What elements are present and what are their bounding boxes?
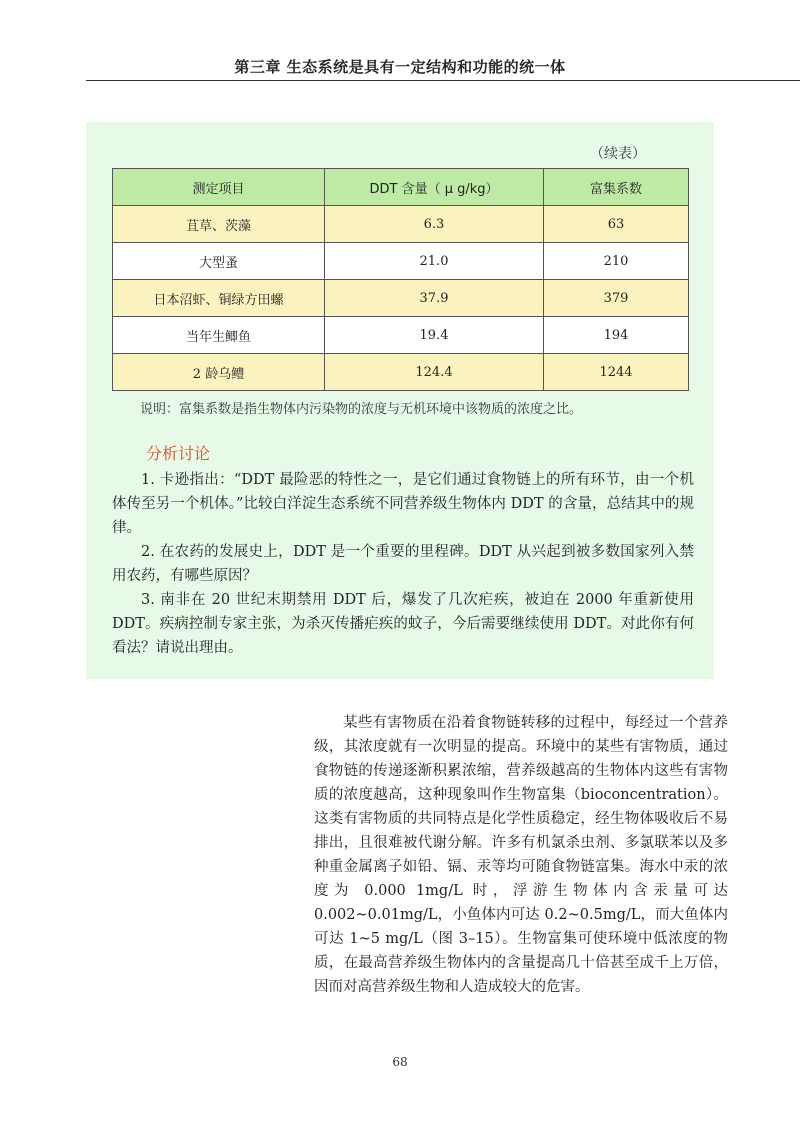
body-text: [314, 711, 728, 999]
table-cell: 苴草、茨藻: [113, 206, 325, 243]
table-row: [113, 280, 689, 317]
table-header-row: [113, 169, 689, 206]
table-row: [113, 243, 689, 280]
table-cell: 19.4: [325, 317, 544, 354]
ddt-table: [112, 168, 689, 391]
table-cell: 当年生鲫鱼: [113, 317, 325, 354]
discussion-item: 2. 在农药的发展史上，DDT 是一个重要的里程碑。DDT 从兴起到被多数国家列入禁用农药，有哪些原因？: [112, 544, 694, 584]
discussion-list: [112, 468, 694, 660]
body-paragraph: 某些有害物质在沿着食物链转移的过程中，每经过一个营养级，其浓度就有一次明显的提高。环境中的某些有害物质，通过食物链的传递逐渐积累浓缩，营养级越高的生物体内这些有害物质的浓度越高，这种现象叫作生物富集（bioconcentration）。这类有害物质的共同特点是化学性质稳定，经生物体吸收后不易排出，且很难被代谢分解。许多有机氯杀虫剂、多氯联苯以及多种重金属离子如铅、镉、汞等均可随食物链富集。海水中汞的浓度为 0.000 1mg/L 时，浮游生物体内含汞量可达 0.002~0.01mg/L，小鱼体内可达 0.2~0.5mg/L，而大鱼体内可达 1~5 mg/L（图 3–15）。生物富集可使环境中低浓度的物质，在最高营养级生物体内的含量提高几十倍甚至成千上万倍，因而对高营养级生物和人造成较大的危害。: [314, 715, 728, 995]
discussion-item: 1. 卡逊指出：“DDT 最险恶的特性之一，是它们通过食物链上的所有环节，由一个机体传至另一个机体。”比较白洋淀生态系统不同营养级生物体内 DDT 的含量，总结其中的规律。: [112, 472, 694, 536]
table-cell: 37.9: [325, 280, 544, 317]
table-row: [113, 354, 689, 391]
table-cell: 1244: [544, 354, 689, 391]
column-header: DDT 含量（ μ g/kg）: [325, 169, 544, 206]
table-cell: 194: [544, 317, 689, 354]
column-header: 测定项目: [113, 169, 325, 206]
page-number: 68: [392, 1055, 408, 1069]
discussion-heading: 分析讨论: [146, 444, 211, 463]
table-row: [113, 317, 689, 354]
table-cell: 日本沼虾、铜绿方田螺: [113, 280, 325, 317]
table-cell: 210: [544, 243, 689, 280]
column-header: 富集系数: [544, 169, 689, 206]
table-cell: 379: [544, 280, 689, 317]
table-cell: 63: [544, 206, 689, 243]
table-cell: 6.3: [325, 206, 544, 243]
table-continued-label: （续表）: [590, 146, 646, 162]
discussion-item: 3. 南非在 20 世纪末期禁用 DDT 后，爆发了几次疟疾，被迫在 2000 年重新使用 DDT。疾病控制专家主张，为杀灭传播疟疾的蚊子，今后需要继续使用 DDT。对此你有何看法？请说出理由。: [112, 592, 694, 656]
table-cell: 2 龄乌鳢: [113, 354, 325, 391]
table-cell: 大型蚤: [113, 243, 325, 280]
header-divider: [86, 80, 800, 81]
table-cell: 21.0: [325, 243, 544, 280]
table-row: [113, 206, 689, 243]
table-note: 说明：富集系数是指生物体内污染物的浓度与无机环境中该物质的浓度之比。: [140, 402, 583, 417]
table-cell: 124.4: [325, 354, 544, 391]
chapter-header: 第三章 生态系统是具有一定结构和功能的统一体: [234, 58, 566, 76]
